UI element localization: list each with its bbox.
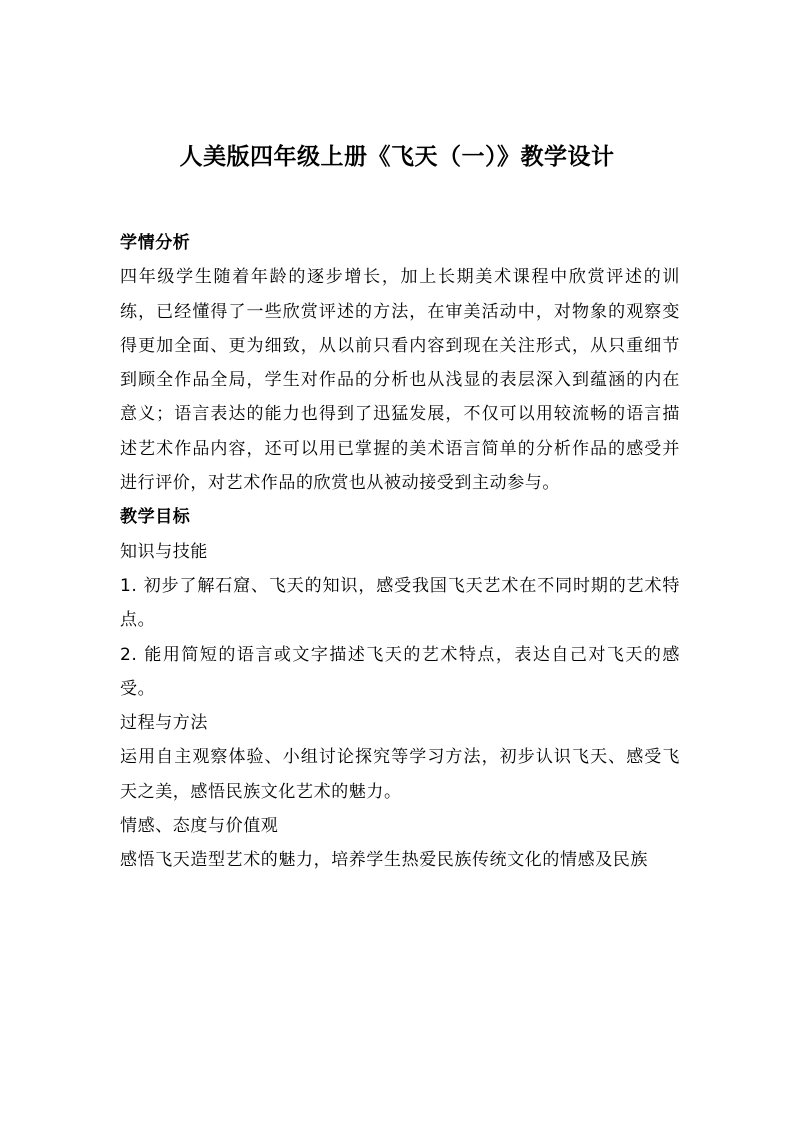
learning-analysis-paragraph: 四年级学生随着年龄的逐步增长，加上长期美术课程中欣赏评述的训练，已经懂得了一些欣赏评述的方法，在审美活动中，对物象的观察变得更加全面、更为细致，从以前只看内容到现在关注形式，从只重细节到顾全作品全局，学生对作品的分析也从浅显的表层深入到蕴涵的内在意义；语言表达的能力也得到了迅猛发展，不仅可以用较流畅的语言描述艺术作品内容，还可以用已掌握的美术语言简单的分析作品的感受并进行评价，对艺术作品的欣赏也从被动接受到主动参与。 (120, 267, 680, 494)
subheading-process-method: 过程与方法 (120, 713, 208, 734)
document-body (120, 226, 680, 878)
section-heading-teaching-goals: 教学目标 (120, 507, 191, 528)
goal-item-2: 2. 能用简短的语言或文字描述飞天的艺术特点，表达自己对飞天的感受。 (120, 644, 680, 699)
goal-item-1: 1. 初步了解石窟、飞天的知识，感受我国飞天艺术在不同时期的艺术特点。 (120, 575, 680, 631)
emotion-paragraph: 感悟飞天造型艺术的魅力，培养学生热爱民族传统文化的情感及民族 (120, 850, 648, 871)
subheading-emotion-attitude-values: 情感、态度与价值观 (120, 816, 279, 837)
section-heading-learning-analysis: 学情分析 (120, 233, 191, 253)
subheading-knowledge-skills: 知识与技能 (120, 541, 208, 562)
process-method-paragraph: 运用自主观察体验、小组讨论探究等学习方法，初步认识飞天、感受飞天之美，感悟民族文化艺术的魅力。 (120, 747, 680, 802)
document-title: 人美版四年级上册《飞天（一）》教学设计 (179, 143, 615, 170)
